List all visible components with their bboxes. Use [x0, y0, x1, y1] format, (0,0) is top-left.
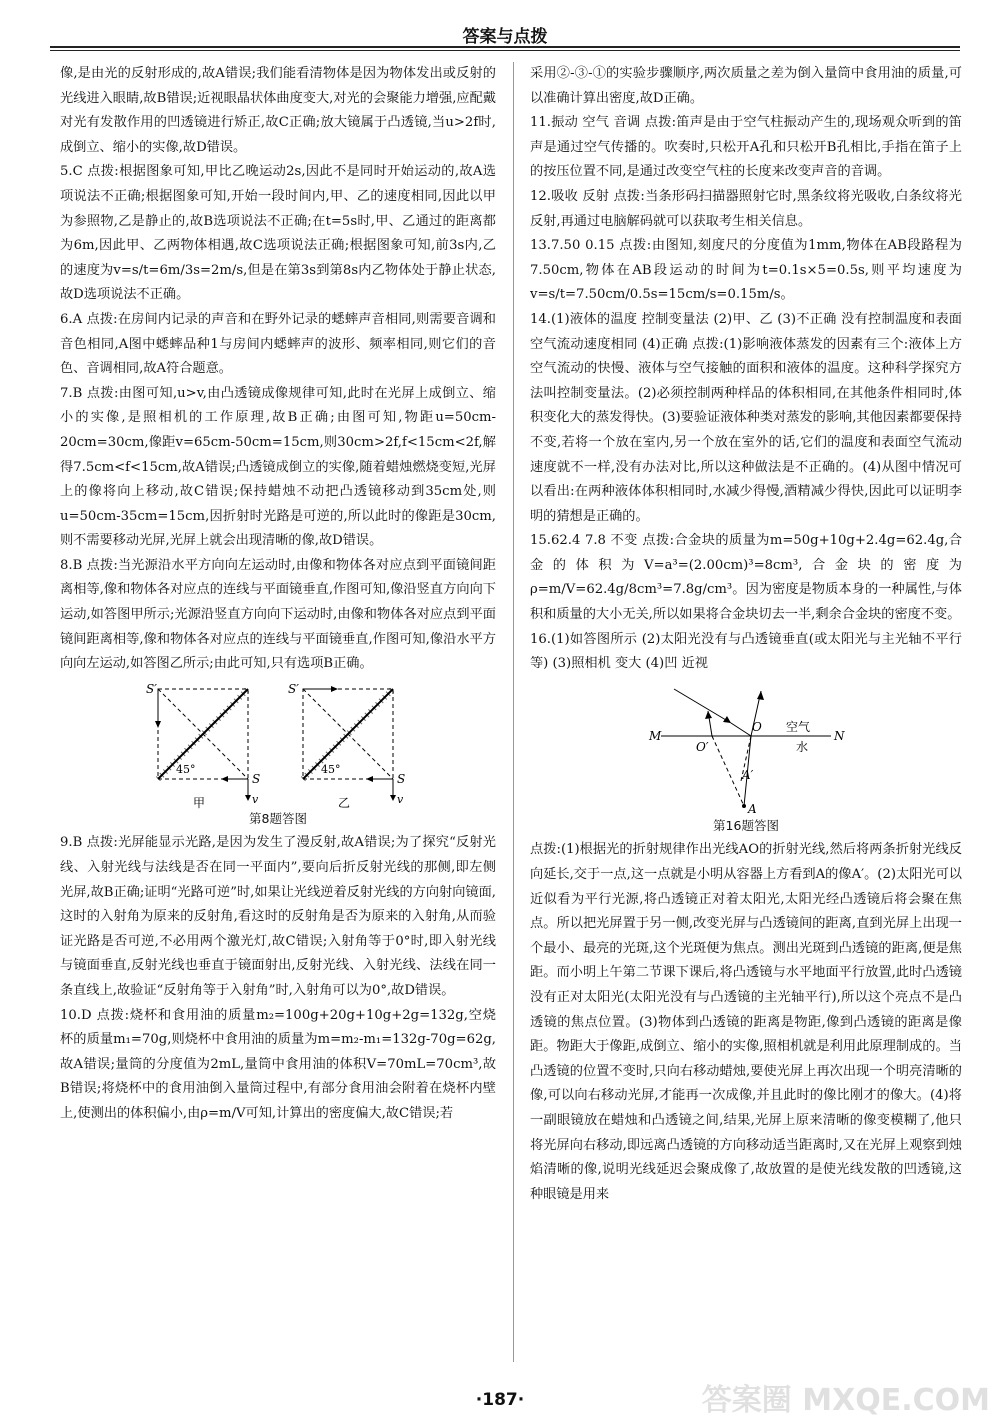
figure-8-diagram: [128, 681, 428, 809]
fig8-left-s-label: S: [252, 771, 261, 786]
answer-6: 6.A 点拨:在房间内记录的声音和在野外记录的蟋蟀声音相同,则需要音调和音色相同,A图中蟋蟀品种1与房间内蟋蟀声的波形、频率相同,则它们的音色、音调相同,故A符合题意。: [60, 311, 496, 377]
fig16-n-label: N: [834, 728, 845, 743]
answer-8: 8.B 点拨:当光源沿水平方向向左运动时,由像和物体各对应点到平面镜间距离相等,像和物体各对应点的连线与平面镜垂直,作图可知,像沿竖直方向向下运动,如答图甲所示;光源沿竖直方向向下运动时,由像和物体各对应点到平面镜间距离相等,像和物体各对应点的连线与平面镜垂直,作图可知,像沿水平方向向左运动,如答图乙所示;由此可知,只有选项B正确。: [60, 557, 496, 672]
figure-8-left: [146, 682, 260, 809]
right-column: [530, 62, 962, 1207]
answer-16: 16.(1)如答图所示 (2)太阳光没有与凸透镜垂直(或太阳光与主光轴不平行等) (3)照相机 变大 (4)凹 近视: [530, 631, 962, 672]
answer-16-hint: 点拨:(1)根据光的折射规律作出光线AO的折射光线,然后将两条折射光线反向延长,交于一点,这一点就是小明从容器上方看到A的像A′。(2)太阳光可以近似看为平行光源,将凸透镜正对着太阳光,太阳光经凸透镜后将会聚在焦点。所以把光屏置于另一侧,改变光屏与凸透镜间的距离,直到光屏上出现一个最小、最亮的光斑,这个光斑便为焦点。测出光斑到凸透镜的距离,便是焦距。而小明上午第二节课下课后,将凸透镜与水平地面平行放置,此时凸透镜没有正对太阳光(太阳光没有与凸透镜的主光轴平行),所以这个亮点不是凸透镜的焦点位置。(3)物体到凸透镜的距离是物距,像到凸透镜的距离是像距。物距大于像距,成倒立、缩小的实像,照相机就是利用此原理制成的。当凸透镜的位置不变时,只向右移动蜡烛,要使光屏上再次出现一个明亮清晰的像,可以向右移动光屏,才能再一次成像,并且此时的像比刚才的像大。(4)将一副眼镜放在蜡烛和凸透镜之间,结果,光屏上原来清晰的像变模糊了,他只将光屏向右移动,即远离凸透镜的方向移动适当距离时,又在光屏上观察到烛焰清晰的像,说明光线延迟会聚成像了,故放置的是使光线发散的凹透镜,这种眼镜是用来: [530, 842, 962, 1202]
fig16-a-label: A: [748, 801, 757, 816]
page-header-title: 答案与点拨: [462, 27, 548, 47]
column-divider: [513, 62, 514, 1362]
fig16-water-label: 水: [796, 739, 809, 754]
answer-14: 14.(1)液体的温度 控制变量法 (2)甲、乙 (3)不正确 没有控制温度和表面空气流动速度相同 (4)正确 点拨:(1)影响液体蒸发的因素有三个:液体上方空气流动的快慢、液体与空气接触的面积和液体的温度。这种科学探究方法叫控制变量法。(2)必须控制两种样品的体积相同,在其他条件相同时,体积变化大的蒸发得快。(3)要验证液体种类对蒸发的影响,其他因素都要保持不变,若将一个放在室内,另一个放在室外的话,它们的温度和表面空气流动速度就不一样,没有办法对比,所以这种做法是不正确的。(4)从图中情况可以看出:在两种液体体积相同时,水减少得慢,酒精减少得快,因此可以证明李明的猜想是正确的。: [530, 311, 962, 524]
fig8-right-sprime-label: S′: [288, 681, 299, 696]
figure-16-caption: 第16题答图: [713, 817, 779, 833]
fig8-right-angle-label: 45°: [321, 762, 341, 776]
fig8-left-sprime-label: S′: [146, 681, 157, 696]
fig16-m-label: M: [649, 728, 662, 743]
fig8-right-label: 乙: [338, 795, 351, 809]
fig16-aprime-label: A′: [742, 767, 754, 782]
answer-12: 12.吸收 反射 点拨:当条形码扫描器照射它时,黑条纹将光吸收,白条纹将光反射,再通过电脑解码就可以获取考生相关信息。: [530, 188, 962, 229]
answer-7: 7.B 点拨:由图可知,u>v,由凸透镜成像规律可知,此时在光屏上成倒立、缩小的实像,是照相机的工作原理,故B正确;由图可知,物距u=50cm-20cm=30cm,像距v=65cm-50cm=15cm,则30cm>2f,f<15cm<2f,解得7.5cm<f<15cm,故A错误;凸透镜成倒立的实像,随着蜡烛燃烧变短,光屏上的像将向上移动,故C错误;保持蜡烛不动把凸透镜移动到35cm处,则u=50cm-35cm=15cm,因折射时光路是可逆的,所以此时的像距是30cm,则不需要移动光屏,光屏上就会出现清晰的像,故D错误。: [60, 385, 496, 549]
fig8-left-label: 甲: [193, 795, 206, 809]
fig8-left-angle-label: 45°: [176, 762, 196, 776]
figure-16-diagram: [646, 681, 846, 816]
answer-11: 11.振动 空气 音调 点拨:笛声是由于空气柱振动产生的,现场观众听到的笛声是通过空气传播的。吹奏时,只松开A孔和只松开B孔相比,手指在笛子上的按压位置不同,是通过改变空气柱的长度来改变声音的音调。: [530, 115, 962, 180]
page-number: ·187·: [475, 1390, 525, 1410]
fig16-air-label: 空气: [786, 719, 811, 734]
left-column: [60, 62, 496, 1127]
fig8-right-v-label: v: [397, 792, 404, 806]
figure-8-right: [288, 682, 405, 809]
answer-5: 5.C 点拨:根据图象可知,甲比乙晚运动2s,因此不是同时开始运动的,故A选项说法不正确;根据图象可知,开始一段时间内,甲、乙的速度相同,因此以甲为参照物,乙是静止的,故B选项说法不正确;在t=5s时,甲、乙通过的距离都为6m,因此甲、乙两物体相遇,故C选项说法正确;根据图象可知,前3s内,乙的速度为v=s/t=6m/3s=2m/s,但是在第3s到第8s内乙物体处于静止状态,故D选项说法不正确。: [60, 164, 496, 303]
header-rule: [50, 46, 960, 48]
answer-9: 9.B 点拨:光屏能显示光路,是因为发生了漫反射,故A错误;为了探究“反射光线、入射光线与法线是否在同一平面内”,要向后折反射光线的那侧,即左侧光屏,故B正确;证明“光路可逆”时,如果让光线逆着反射光线的方向射向镜面,这时的入射角为原来的反射角,看这时的反射角是否为原来的入射角,从而验证光路是否可逆,不必用两个激光灯,故C错误;入射角等于0°时,即入射光线与镜面垂直,反射光线也垂直于镜面射出,反射光线、入射光线、法线在同一条直线上,故验证“反射角等于入射角”时,入射角可以为0°,故D错误。: [60, 835, 496, 998]
fig16-o-label: O: [752, 719, 762, 734]
answer-13: 13.7.50 0.15 点拨:由图知,刻度尺的分度值为1mm,物体在AB段路程为7.50cm,物体在AB段运动的时间为t=0.1s×5=0.5s,则平均速度为v=s/t=7.50cm/0.5s=15cm/s=0.15m/s。: [530, 238, 962, 303]
answer-10-continued: 采用②-③-①的实验步骤顺序,两次质量之差为倒入量筒中食用油的质量,可以准确计算出密度,故D正确。: [530, 66, 962, 106]
answer-10: 10.D 点拨:烧杯和食用油的质量m₂=100g+20g+10g+2g=132g,空烧杯的质量m₁=70g,则烧杯中食用油的质量为m=m₂-m₁=132g-70g=62g,故A错误;量筒的分度值为2mL,量筒中食用油的体积V=70mL=70cm³,故B错误;将烧杯中的食用油倒入量筒过程中,有部分食用油会附着在烧杯内壁上,使测出的体积偏小,由ρ=m/V可知,计算出的密度偏大,故C错误;若: [60, 1007, 496, 1121]
fig8-right-s-label: S: [397, 771, 406, 786]
fig16-oprime-label: O′: [696, 739, 709, 754]
answer-15: 15.62.4 7.8 不变 点拨:合金块的质量为m=50g+10g+2.4g=62.4g,合金的体积为V=a³=(2.00cm)³=8cm³,合金块的密度为ρ=m/V=62.4g/8cm³=7.8g/cm³。因为密度是物质本身的一种属性,与体积和质量的大小无关,所以如果将合金块切去一半,剩余合金块的密度不变。: [530, 533, 962, 623]
figure-8-caption: 第8题答图: [249, 810, 307, 826]
watermark-logo: 答案圈 MXQE.COM: [701, 1383, 990, 1418]
fig8-left-v-label: v: [252, 792, 259, 806]
intro-paragraph: 像,是由光的反射形成的,故A错误;我们能看清物体是因为物体发出或反射的光线进入眼睛,故B错误;近视眼晶状体曲度变大,对光的会聚能力增强,应配戴对光有发散作用的凹透镜进行矫正,故C正确;放大镜属于凸透镜,当u>2f时,成倒立、缩小的实像,故D错误。: [60, 66, 496, 155]
header-rule-thin: [50, 50, 960, 51]
